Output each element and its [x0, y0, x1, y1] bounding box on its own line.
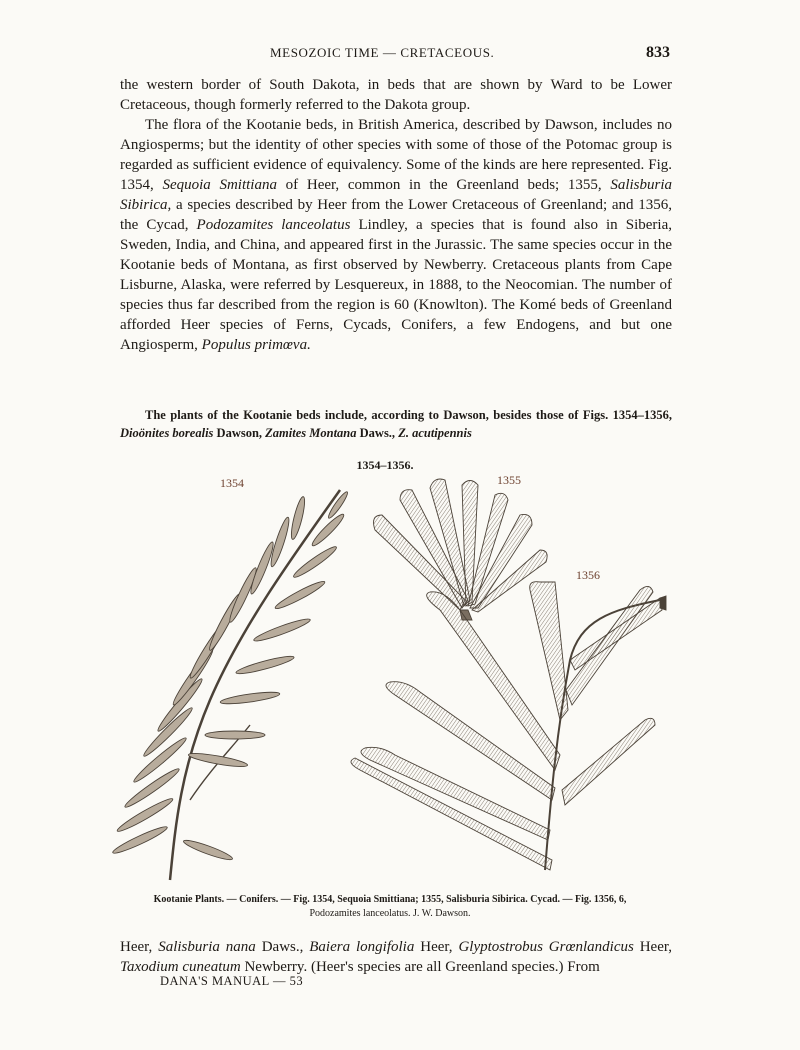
page-number: 833	[646, 44, 670, 61]
species-taxodium: Taxodium cuneatum	[120, 959, 241, 975]
signature-mark: DANA'S MANUAL — 53	[160, 974, 304, 988]
end-text-e: Newberry. (Heer's species are all Greenland species.) From	[240, 959, 600, 975]
end-text-b: Daws.,	[255, 939, 310, 955]
species-populus: Populus primœva.	[201, 337, 311, 353]
small-text-a: The plants of the Kootanie beds include, according to Dawson, besides those of Figs. 1354–1356,	[145, 408, 672, 422]
end-text-c: Heer,	[414, 939, 459, 955]
species-podozamites: Podozamites lanceolatus	[196, 217, 351, 233]
species-salisburia: Salisburia Sibirica,	[120, 177, 673, 213]
paragraph-2-text-a: The flora of the Kootanie beds, in British America, described by Dawson, includes no Angiosperms; but the identity of other species with some of those of the Potomac group is regarded as sufficient evidence of equivalency. Some of the kinds are here represented. Fig. 1354,	[120, 117, 672, 193]
small-text-b: Dawson,	[213, 426, 266, 440]
fossil-plate-illustration	[100, 470, 690, 890]
figure-label-1356: 1356	[576, 568, 600, 582]
paragraph-2-text-c: a species described by Heer from the Lower Cretaceous of Greenland; and 1356, the Cycad,	[120, 197, 672, 233]
running-title: MESOZOIC TIME — CRETACEOUS.	[270, 45, 495, 60]
small-text-c: Daws.,	[356, 426, 399, 440]
species-salisburia-nana: Salisburia nana	[158, 939, 256, 955]
figure-caption	[100, 893, 680, 921]
closing-paragraph	[120, 937, 672, 977]
sequoia-fossil	[111, 490, 350, 880]
caption-line-1: Kootanie Plants. — Conifers. — Fig. 1354, Sequoia Smittiana; 1355, Salisburia Sibirica. Cycad. — Fig. 1356, 6,	[153, 894, 627, 905]
podozamites-fossil	[351, 582, 666, 870]
figure-title: 1354–1356.	[356, 458, 414, 472]
salisburia-fossil	[374, 479, 548, 620]
paragraph-2	[120, 115, 672, 355]
figure-label-1355: 1355	[497, 473, 521, 487]
end-text-a: Heer,	[120, 939, 159, 955]
species-zamites: Zamites Montana	[265, 426, 357, 440]
small-print-paragraph	[120, 406, 672, 442]
species-glyptostrobus: Glyptostrobus Grœnlandicus	[458, 939, 634, 955]
species-z-acutipennis: Z. acutipennis	[398, 426, 472, 440]
species-sequoia: Sequoia Smittiana	[162, 177, 277, 193]
paragraph-1: the western border of South Dakota, in beds that are shown by Ward to be Lower Cretaceous, though formerly referred to the Dakota group.	[120, 77, 672, 113]
running-head	[120, 44, 670, 62]
species-baiera: Baiera longifolia	[309, 939, 415, 955]
end-text-d: Heer,	[633, 939, 673, 955]
body-text	[120, 75, 672, 355]
paragraph-2-text-b: of Heer, common in the Greenland beds; 1355,	[276, 177, 611, 193]
figure-label-1354: 1354	[220, 476, 244, 490]
paragraph-2-text-d: Lindley, a species that is found also in Siberia, Sweden, India, and China, and appeared first in the Jurassic. The same species occur in the Kootanie beds of Montana, as first observed by Newberry. Cretaceous plants from Cape Lisburne, Alaska, were referred by Lesquereux, in 1888, to the Neocomian. The number of species thus far described from the region is 60 (Knowlton). The Komé beds of Greenland afforded Heer species of Ferns, Cycads, Conifers, a few Endogens, and but one Angiosperm,	[120, 217, 672, 353]
caption-line-2: Podozamites lanceolatus. J. W. Dawson.	[309, 908, 471, 919]
species-dioonites: Dioönites borealis	[120, 426, 214, 440]
